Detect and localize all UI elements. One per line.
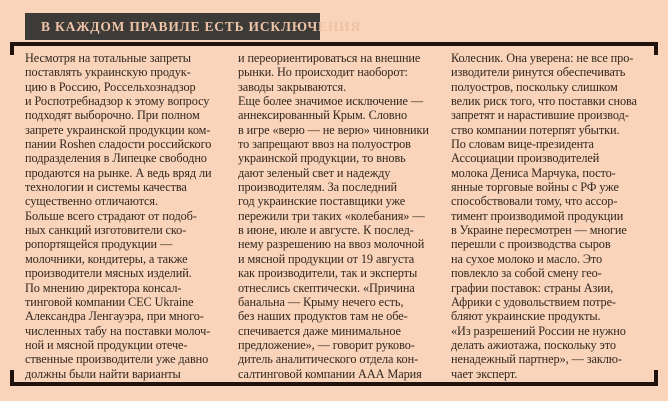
text-line: Ассоциации производителей [451,151,600,166]
text-line: ственные производители уже давно [25,352,209,367]
text-line: изводители ринутся обеспечивать [451,65,626,80]
text-line: производители мясных изделий. [25,266,192,281]
text-line: тинговой компании CEC Ukraine [25,294,194,309]
text-line: производителям. За последний [238,180,398,195]
text-line: ненадежный партнер», — заклю- [451,352,622,367]
text-line: нему разрешению на ввоз молочной [238,237,425,252]
text-line: технологии и системы качества [25,180,187,195]
text-line: в июне, июле и августе. К послед- [238,223,414,238]
text-line: аннексированный Крым. Словно [238,108,408,123]
text-line: продаются на рынке. А ведь вряд ли [25,165,212,180]
text-line: «Из разрешений России не нужно [451,323,626,338]
text-line: без наших продуктов там не обе- [238,309,408,324]
text-line: рынки. Но происходит наоборот: [238,65,408,80]
text-line: перешли с производства сыров [451,237,611,252]
text-line: Африки с удовольствием потре- [451,294,616,309]
text-line: делать ажиотажа, поскольку это [451,337,616,352]
text-line: Колесник. Она уверена: не все про- [451,51,634,65]
text-line: ропортящейся продукции — [25,237,173,252]
text-line: должны были найти варианты [25,366,181,381]
text-line: численных табу на поставки молоч- [25,323,211,338]
text-line: пании Roshen сладости российского [25,137,212,152]
text-line: ных санкций изготовители ско- [25,223,187,238]
text-line: По мнению директора консал- [25,280,182,295]
text-line: в Украине пересмотрен — многие [451,223,627,238]
text-line: подразделения в Липецке свободно [25,151,207,166]
text-line: спечивается даже минимальное [238,323,401,338]
text-line: поставлять украинскую продук- [25,65,191,80]
text-line: и мясной продукции от 19 августа [238,251,415,266]
text-line: банальна — Крыму нечего есть, [238,294,404,309]
text-column-3 [451,51,663,381]
text-line: в игре «верю — не верю» чиновники [238,122,429,137]
text-line: дают зеленый свет и надежду [238,165,391,180]
text-line: запрете украинской продукции ком- [25,122,211,137]
text-line: тимент производимой продукции [451,208,624,223]
text-line: янные торговые войны с РФ уже [451,180,619,195]
text-line: ство компании потерпят убытки. [451,122,620,137]
text-line: велик риск того, что поставки снова [451,94,637,109]
text-line: чает эксперт. [451,366,518,381]
text-line: предложение», — говорит руково- [238,337,415,352]
text-line: способствовали тому, что ассор- [451,194,618,209]
text-line: бляют украинские продукты. [451,309,601,324]
section-title: В КАЖДОМ ПРАВИЛЕ ЕСТЬ ИСКЛЮЧЕНИЯ [41,18,361,34]
text-line: По словам вице-президента [451,137,594,152]
text-column-1 [25,51,224,381]
text-line: графии поставок: страны Азии, [451,280,614,295]
text-line: ной и мясной продукции отече- [25,337,188,352]
text-line: на сухое молоко и масло. Это [451,251,603,266]
text-line: подходят выборочно. При полном [25,108,200,123]
text-line: Больше всего страдают от подоб- [25,208,197,223]
text-line: и Роспотребнадзор к этому вопросу [25,94,210,109]
text-line: повлекло за собой смену гео- [451,266,602,281]
text-line: Александра Ленгауэра, при много- [25,309,204,324]
text-line: Еще более значимое исключение — [238,94,424,109]
text-line: как производители, так и эксперты [238,266,418,281]
text-line: молочники, кондитеры, а также [25,251,188,266]
text-line: молока Дениса Марчука, посто- [451,165,616,180]
text-line: цию в Россию, Россельхознадзор [25,79,196,94]
text-line: заводы закрываются. [238,79,347,94]
section-header [25,13,361,40]
text-line: и переориентироваться на внешние [238,51,421,65]
article-body [25,51,663,381]
text-line: пережили три таких «колебания» — [238,208,425,223]
text-line: то запрещают ввоз на полуостров [238,137,411,152]
text-line: Несмотря на тотальные запреты [25,51,191,65]
text-column-2 [238,51,437,381]
text-line: отнеслись скептически. «Причина [238,280,415,295]
text-line: дитель аналитического отдела кон- [238,352,419,367]
text-line: год украинские поставщики уже [238,194,406,209]
text-line: запретят и нарастившие производ- [451,108,629,123]
text-line: полуостров, поскольку слишком [451,79,618,94]
text-line: украинской продукции, то вновь [238,151,406,166]
text-line: существенно отличаются. [25,194,158,209]
text-line: салтинговой компании ААА Мария [238,366,422,381]
